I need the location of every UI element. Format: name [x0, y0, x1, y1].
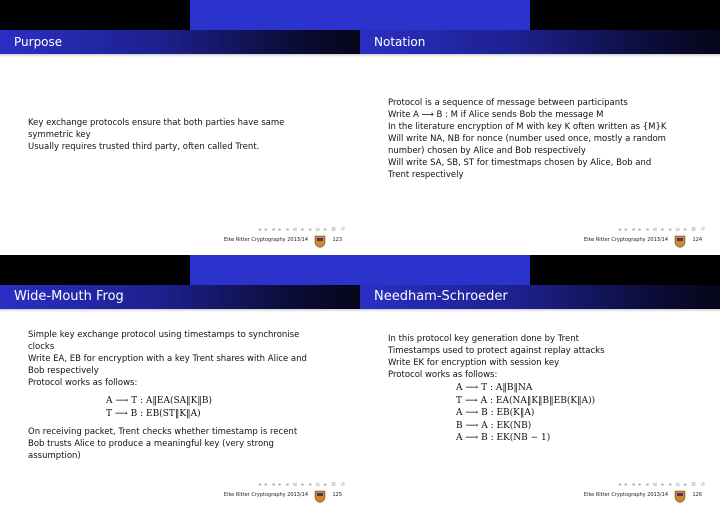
slide-footer	[0, 235, 360, 249]
slide-body	[28, 329, 338, 462]
protocol-equations	[456, 382, 698, 445]
university-crest-icon	[314, 490, 326, 503]
body-line: clocks	[28, 342, 55, 352]
body-line: Protocol is a sequence of message between participants	[388, 98, 628, 108]
protocol-equations	[106, 395, 338, 420]
equation: T ⟶ B : EB(ST‖K‖A)	[106, 408, 201, 419]
slide-top-bar	[360, 255, 720, 285]
body-line: Timestamps used to protect against replay attacks	[388, 346, 605, 356]
body-line: Write EK for encryption with session key	[388, 358, 560, 368]
equation: T ⟶ A : EA(NA‖K‖B‖EB(K‖A))	[456, 395, 596, 406]
body-line: Protocol works as follows:	[28, 378, 138, 388]
navigation-symbols-icon[interactable]: ◂ ▸ ◂ ▸ ◂ ≡ ▸ ◂ ≡ ▸ ≣ ↺	[257, 226, 346, 233]
slide-needham-schroeder	[360, 255, 720, 510]
body-line: On receiving packet, Trent checks whether timestamp is recent	[28, 427, 298, 437]
university-crest-icon	[314, 235, 326, 248]
university-crest-icon	[674, 235, 686, 248]
slide-top-bar	[0, 0, 360, 30]
footer-text: Eike Ritter Cryptography 2013/14	[223, 492, 308, 498]
slide-top-bar	[360, 0, 720, 30]
slide-title: Needham-Schroeder	[360, 285, 720, 309]
equation: A ⟶ B : EK(NB − 1)	[456, 433, 551, 443]
page-number: 125	[332, 492, 342, 498]
slide-footer	[360, 235, 720, 249]
page-number: 126	[692, 492, 702, 498]
body-line: In the literature encryption of M with key K often written as {M}K	[388, 122, 667, 132]
university-crest-icon	[674, 490, 686, 503]
equation: A ⟶ T : A‖EA(SA‖K‖B)	[106, 396, 212, 406]
slide-body	[28, 117, 338, 153]
slide-footer	[360, 490, 720, 504]
body-line: Protocol works as follows:	[388, 370, 498, 380]
body-line: Will write SA, SB, ST for timestmaps chosen by Alice, Bob and	[388, 158, 652, 168]
body-line: number) chosen by Alice and Bob respectively	[388, 146, 586, 156]
slide-purpose	[0, 0, 360, 255]
slide-title: Purpose	[0, 30, 360, 54]
slide-footer	[0, 490, 360, 504]
body-line: Write A ⟶ B : M if Alice sends Bob the message M	[388, 110, 604, 120]
slide-notation	[360, 0, 720, 255]
footer-text: Eike Ritter Cryptography 2013/14	[583, 492, 668, 498]
navigation-symbols-icon[interactable]: ◂ ▸ ◂ ▸ ◂ ≡ ▸ ◂ ≡ ▸ ≣ ↺	[617, 481, 706, 488]
navigation-symbols-icon[interactable]: ◂ ▸ ◂ ▸ ◂ ≡ ▸ ◂ ≡ ▸ ≣ ↺	[617, 226, 706, 233]
equation: A ⟶ T : A‖B‖NA	[456, 383, 533, 393]
slide-body	[388, 97, 698, 181]
body-line: Key exchange protocols ensure that both parties have same	[28, 118, 285, 128]
footer-text: Eike Ritter Cryptography 2013/14	[223, 237, 308, 243]
slide-title: Notation	[360, 30, 720, 54]
body-line: Bob trusts Alice to produce a meaningful key (very strong	[28, 439, 274, 449]
slide-title: Wide-Mouth Frog	[0, 285, 360, 309]
body-line: In this protocol key generation done by Trent	[388, 334, 579, 344]
equation: B ⟶ A : EK(NB)	[456, 420, 532, 431]
body-line: Will write NA, NB for nonce (number used once, mostly a random	[388, 134, 666, 144]
page-number: 123	[332, 237, 342, 243]
body-line: Trent respectively	[388, 170, 464, 180]
footer-text: Eike Ritter Cryptography 2013/14	[583, 237, 668, 243]
navigation-symbols-icon[interactable]: ◂ ▸ ◂ ▸ ◂ ≡ ▸ ◂ ≡ ▸ ≣ ↺	[257, 481, 346, 488]
body-line: Usually requires trusted third party, often called Trent.	[28, 142, 260, 152]
body-line: Write EA, EB for encryption with a key Trent shares with Alice and	[28, 354, 307, 364]
body-line: Bob respectively	[28, 366, 99, 376]
equation: A ⟶ B : EB(K‖A)	[456, 408, 535, 418]
slide-top-bar	[0, 255, 360, 285]
body-line: assumption)	[28, 451, 81, 461]
slide-wide-mouth-frog	[0, 255, 360, 510]
page-number: 124	[692, 237, 702, 243]
body-line: Simple key exchange protocol using timestamps to synchronise	[28, 330, 300, 340]
slide-body	[388, 333, 698, 445]
body-line: symmetric key	[28, 130, 91, 140]
